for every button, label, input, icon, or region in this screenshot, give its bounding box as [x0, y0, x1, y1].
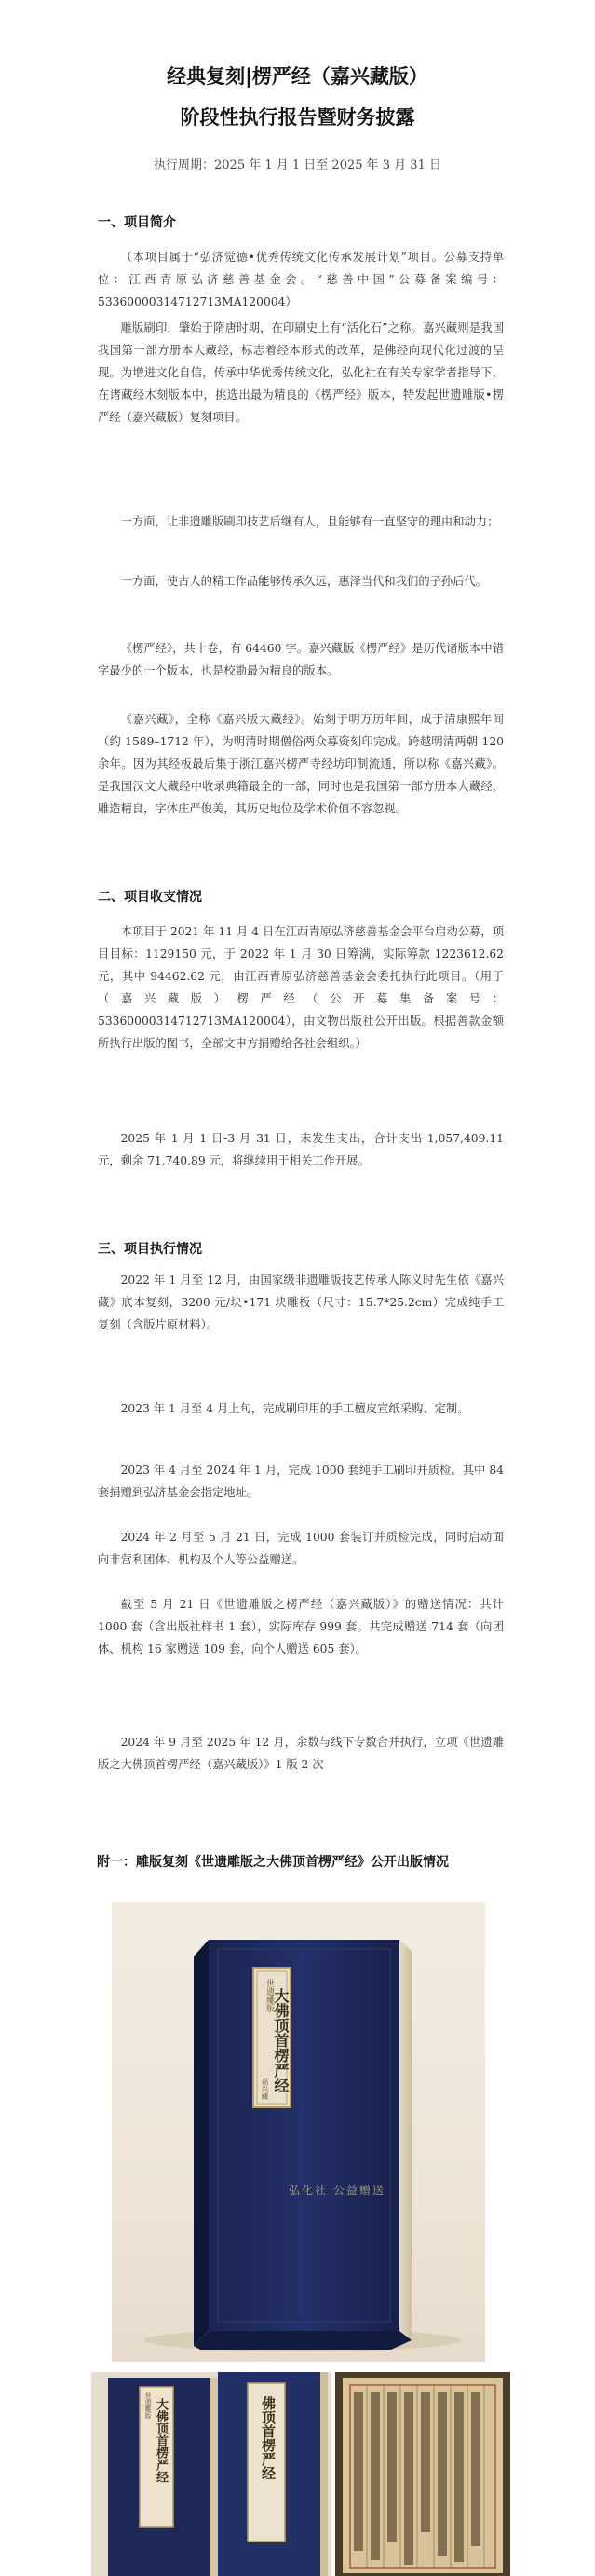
report-title: 经典复刻|楞严经（嘉兴藏版）: [167, 65, 428, 88]
inner-page-illustration: [335, 2372, 510, 2576]
section-heading-finance: 二、项目收支情况: [98, 890, 202, 905]
right-book-label: 佛顶首楞严经: [260, 2396, 277, 2480]
intro-paragraph: 一方面，让非遗雕版刷印技艺后继有人，且能够有一直坚守的理由和动力；: [120, 515, 499, 528]
execution-paragraph: 2023 年 4 月至 2024 年 1 月，完成 1000 套纯手工刷印并质检。其中 84 套捐赠到弘济基金会指定地址。: [98, 1464, 504, 1499]
label-sub-text: 嘉兴藏: [261, 2078, 269, 2100]
intro-paragraph: 《楞严经》，共十卷，有 64460 字。嘉兴藏版《楞严经》是历代诸版本中错字最少的一个版本，也是校勘最为精良的版本。: [98, 642, 504, 677]
execution-paragraph: 2024 年 2 月至 5 月 21 日，完成 1000 套装订并质检完成，同时启动面向非营利团体、机构及个人等公益赠送。: [98, 1531, 504, 1566]
finance-summary: 2025 年 1 月 1 日-3 月 31 日，未发生支出，合计支出 1,057,409.11 元，剩余 71,740.89 元，将继续用于相关工作开展。: [98, 1132, 504, 1167]
execution-paragraph: 2022 年 1 月至 12 月，由国家级非遗雕版技艺传承人陈义时先生依《嘉兴藏》底本复刻，3200 元/块•171 块雕板（尺寸：15.7*25.2cm）完成纯手工复刻（含版片原材料）。: [98, 1274, 504, 1331]
appendix-title: 附一：雕版复刻《世遗雕版之大佛顶首楞严经》公开出版情况: [97, 1855, 449, 1870]
intro-paragraph: 雕版刷印，肇始于隋唐时期，在印刷史上有“活化石”之称。嘉兴藏则是我国我国第一部方册本大藏经，标志着经本形式的改革，是佛经向现代化过渡的呈现。为增进文化自信，传承中华优秀传统文化，弘化社在有关专家学者指导下，在诸藏经木刻版本中，挑选出最为精良的《楞严经》版本，特发起世遗雕版•楞严经（嘉兴藏版）复刻项目。: [98, 321, 504, 424]
inner-page-photo: [335, 2372, 510, 2576]
left-book-label-b: 大佛顶首楞严经: [154, 2398, 168, 2483]
intro-paragraph: 一方面，使古人的精工作品能够传承久远，惠泽当代和我们的子孙后代。: [120, 575, 488, 588]
label-top-text: 世遗雕版: [264, 1979, 274, 2012]
report-subtitle: 阶段性执行报告暨财务披露: [180, 106, 415, 129]
book-case-illustration: [112, 1902, 485, 2362]
execution-period: 执行周期：2025 年 1 月 1 日至 2025 年 3 月 31 日: [154, 158, 441, 172]
book-stack-photo: [91, 2372, 331, 2576]
intro-paragraph: （本项目属于“弘济觉德•优秀传统文化传承发展计划”项目。公募支持单位：江西青原弘济慈善基金会。“慈善中国”公募备案编号：53360000314712713MA120004）: [98, 251, 504, 308]
book-cover-photo: [112, 1902, 485, 2362]
book-stack-illustration: [91, 2372, 331, 2576]
finance-paragraph: 本项目于 2021 年 11 月 4 日在江西青原弘济慈善基金会平台启动公募，项目目标：1129150 元，于 2022 年 1 月 30 日筹满，实际筹款 1223612.62 元，其中 94462.62 元，由江西青原弘济慈善基金会委托执行此项目。（用于（嘉兴藏版）楞严经（公开募集备案号：53360000314712713MA120004），由文物出版社公开出版。根据善款金额所执行出版的图书，全部文申方捐赠给各社会组织。）: [98, 925, 504, 1050]
watermark-text: 弘化社 公益赠送: [289, 2184, 385, 2197]
left-book-label-a: 世遗雕版: [144, 2392, 152, 2419]
intro-paragraph: 《嘉兴藏》，全称《嘉兴版大藏经》。始刻于明万历年间，成于清康熙年间（约 1589–1712 年），为明清时期僧俗两众募资刻印完成。跨越明清两朝 120 余年。因为其经板最后集于浙江嘉兴楞严寺经坊印制流通，所以称《嘉兴藏》。是我国汉文大藏经中收录典籍最全的一部，同时也是我国第一部方册本大藏经，雕造精良，字体庄严俊美，其历史地位及学术价值不容忽视。: [98, 713, 504, 815]
execution-paragraph: 2023 年 1 月至 4 月上旬，完成刷印用的手工檀皮宣纸采购、定制。: [120, 1402, 469, 1415]
section-heading-intro: 一、项目简介: [98, 215, 176, 230]
section-heading-execution: 三、项目执行情况: [98, 1242, 202, 1257]
execution-paragraph: 2024 年 9 月至 2025 年 12 月，余数与线下专数合并执行，立项《世遗雕版之大佛顶首楞严经（嘉兴藏版）》1 版 2 次: [98, 1736, 504, 1771]
execution-paragraph: 截至 5 月 21 日《世遗雕版之楞严经（嘉兴藏版）》的赠送情况：共计 1000 套（含出版社样书 1 套），实际库存 999 套。共完成赠送 714 套（向团体、机构 16 家赠送 109 套，向个人赠送 605 套）。: [98, 1598, 504, 1656]
label-main-text: 大佛顶首楞严经: [272, 1988, 290, 2092]
